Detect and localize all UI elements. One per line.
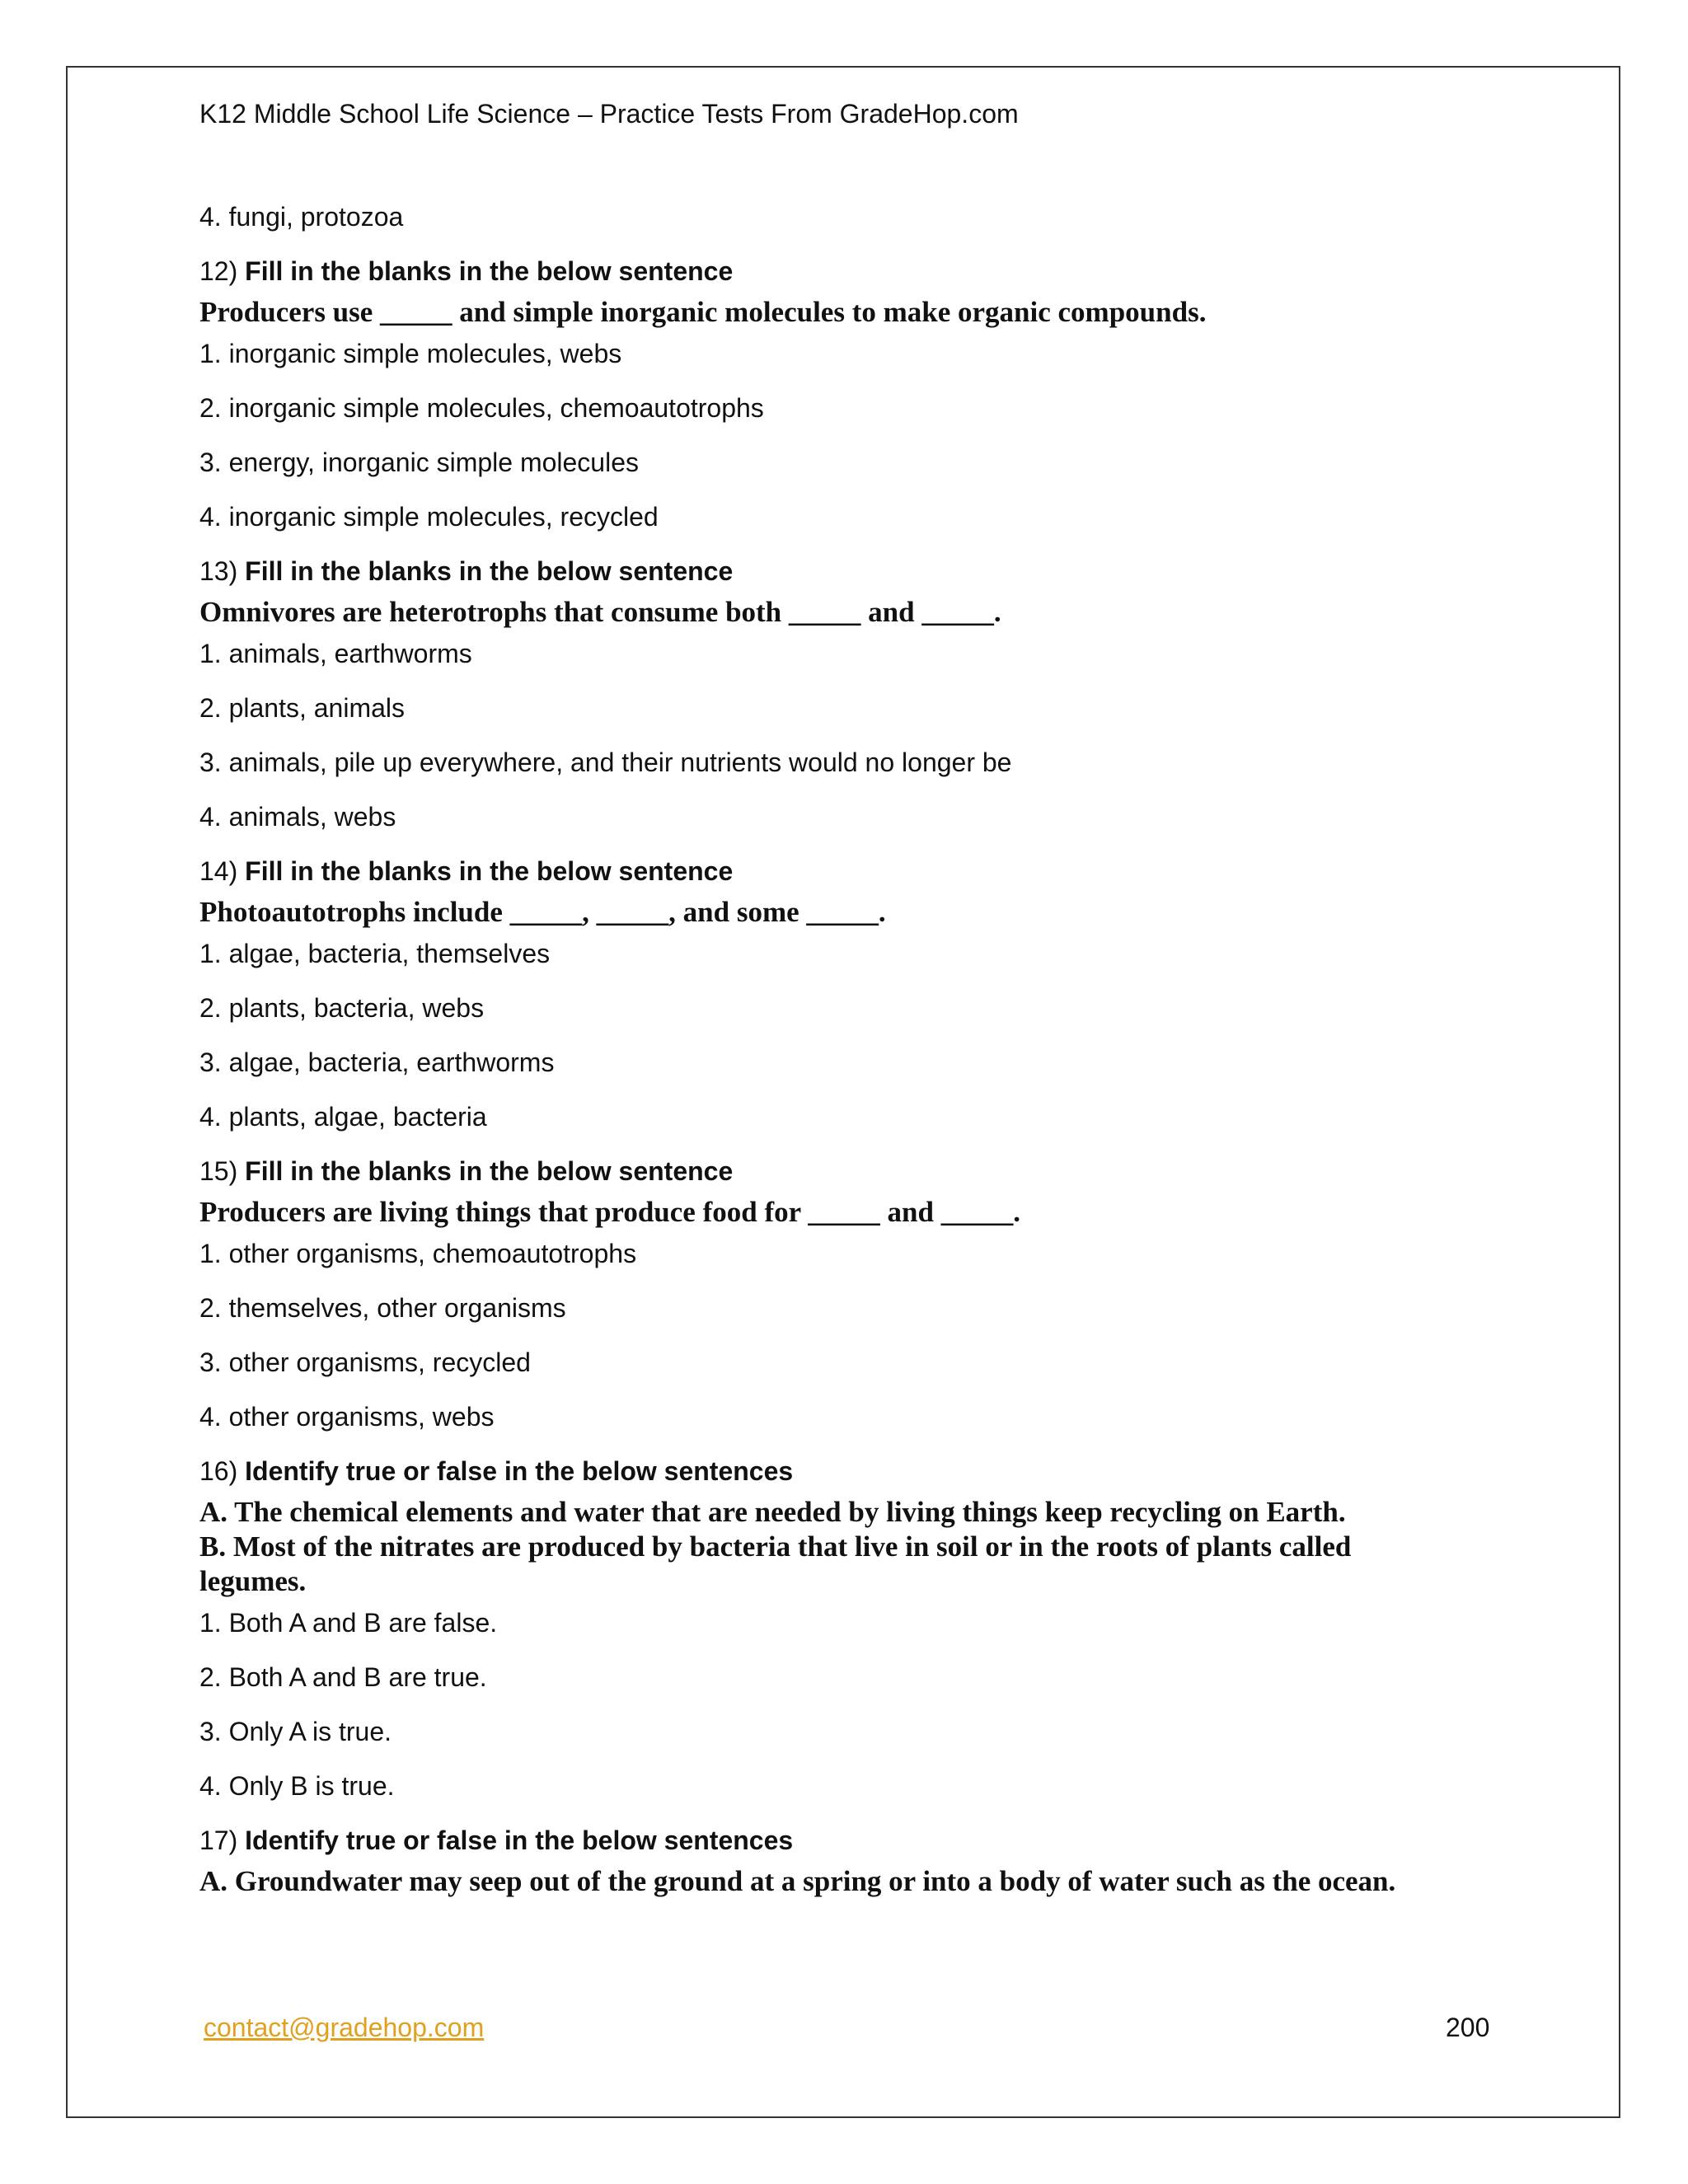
answer-option: 2. inorganic simple molecules, chemoautotrophs — [199, 393, 764, 423]
answer-option: 2. plants, bacteria, webs — [199, 993, 485, 1023]
answer-option: 4. other organisms, webs — [199, 1402, 495, 1432]
answer-option: 4. animals, webs — [199, 802, 396, 832]
answer-option: 1. other organisms, chemoautotrophs — [199, 1239, 637, 1268]
answer-option: 2. themselves, other organisms — [199, 1293, 566, 1323]
answer-option: 1. algae, bacteria, themselves — [199, 939, 551, 968]
answer-option: 2. plants, animals — [199, 693, 406, 723]
stem-line: A. Groundwater may seep out of the ground at a spring or into a body of water such as the ocean. — [199, 1865, 1396, 1897]
question-instruction: Identify true or false in the below sentences — [245, 1456, 794, 1486]
question-instruction: Fill in the blanks in the below sentence — [245, 256, 734, 286]
question-number: 17) — [199, 1825, 238, 1855]
question-heading — [199, 1152, 1502, 1190]
stem-line: Producers use _____ and simple inorganic molecules to make organic compounds. — [199, 296, 1207, 328]
question-stem — [199, 895, 1502, 930]
question-number: 12) — [199, 256, 238, 286]
question-block — [199, 1821, 1502, 1899]
question-number: 16) — [199, 1456, 238, 1486]
contact-email-link[interactable]: contact@gradehop.com — [204, 2013, 485, 2042]
question-stem — [199, 1495, 1502, 1599]
stem-line: Producers are living things that produce food for _____ and _____. — [199, 1196, 1020, 1228]
answer-option: 4. inorganic simple molecules, recycled — [199, 502, 659, 532]
answer-option: 2. Both A and B are true. — [199, 1662, 487, 1692]
stem-line: A. The chemical elements and water that are needed by living things keep recycling on Earth. — [199, 1496, 1346, 1528]
stem-line: B. Most of the nitrates are produced by bacteria that live in soil or in the roots of plants called — [199, 1530, 1352, 1563]
question-number: 15) — [199, 1156, 238, 1186]
question-stem — [199, 295, 1502, 330]
question-block — [199, 1452, 1502, 1805]
question-number: 14) — [199, 856, 238, 886]
stem-line: Omnivores are heterotrophs that consume both _____ and _____. — [199, 596, 1001, 628]
question-instruction: Fill in the blanks in the below sentence — [245, 856, 734, 886]
stem-line: legumes. — [199, 1565, 307, 1597]
question-heading — [199, 1821, 1502, 1859]
question-instruction: Fill in the blanks in the below sentence — [245, 556, 734, 586]
answer-option: 3. animals, pile up everywhere, and their nutrients would no longer be — [199, 748, 1012, 777]
page-content — [199, 198, 1502, 1904]
question-instruction: Fill in the blanks in the below sentence — [245, 1156, 734, 1186]
question-block — [199, 552, 1502, 836]
page-header: K12 Middle School Life Science – Practice Tests From GradeHop.com — [199, 99, 1019, 129]
question-instruction: Identify true or false in the below sentences — [245, 1825, 794, 1855]
answer-option: 3. other organisms, recycled — [199, 1347, 531, 1377]
question-heading — [199, 552, 1502, 590]
answer-option: 1. animals, earthworms — [199, 639, 472, 668]
answer-option: 4. Only B is true. — [199, 1771, 395, 1801]
answer-option: 1. inorganic simple molecules, webs — [199, 339, 622, 368]
question-stem — [199, 1195, 1502, 1230]
question-block — [199, 1152, 1502, 1436]
question-heading — [199, 252, 1502, 290]
question-stem — [199, 1864, 1502, 1899]
page-number: 200 — [1446, 2013, 1490, 2042]
answer-option: 1. Both A and B are false. — [199, 1608, 498, 1638]
question-block — [199, 252, 1502, 536]
question-number: 13) — [199, 556, 238, 586]
stem-line: Photoautotrophs include _____, _____, and some _____. — [199, 896, 886, 928]
question-heading — [199, 852, 1502, 890]
answer-option: 3. energy, inorganic simple molecules — [199, 448, 639, 477]
question-stem — [199, 595, 1502, 630]
question-list — [199, 252, 1502, 1899]
question-block — [199, 852, 1502, 1136]
answer-option: 4. plants, algae, bacteria — [199, 1102, 487, 1132]
question-heading — [199, 1452, 1502, 1490]
answer-option: 3. Only A is true. — [199, 1717, 392, 1746]
answer-option: 3. algae, bacteria, earthworms — [199, 1047, 555, 1077]
carryover-option: 4. fungi, protozoa — [199, 202, 404, 232]
